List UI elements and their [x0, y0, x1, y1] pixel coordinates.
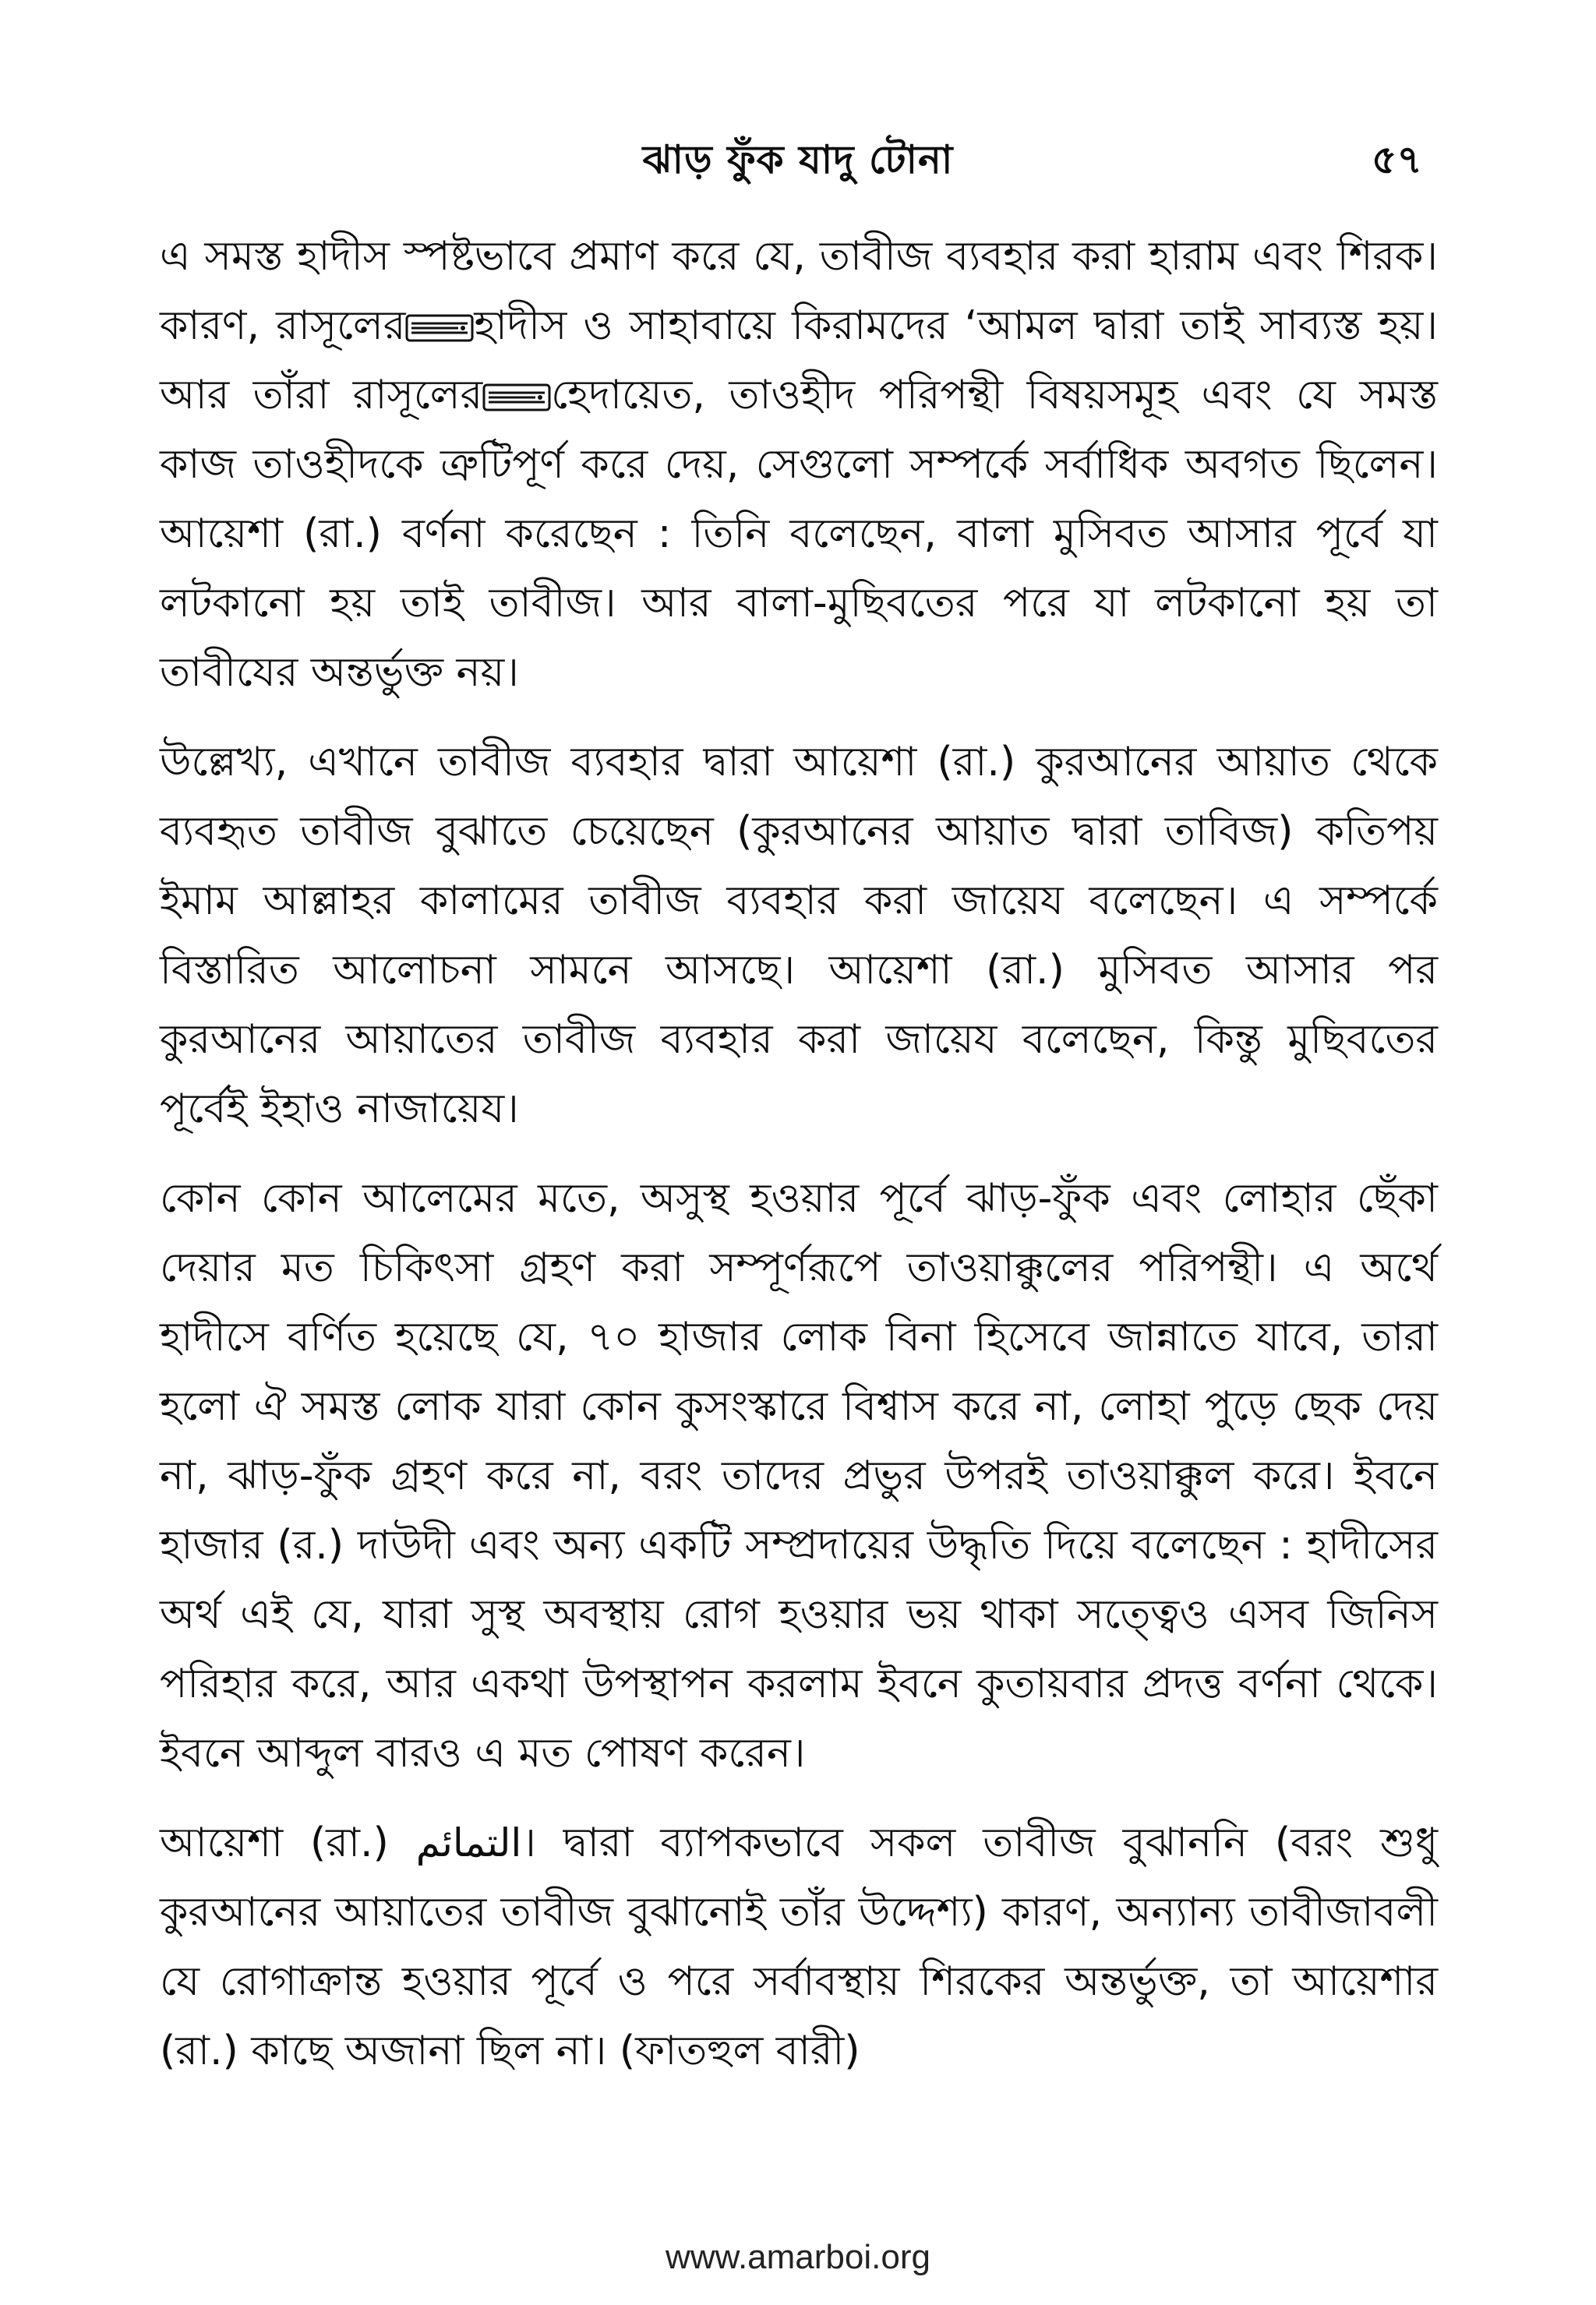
- salutation-calligraphy-icon: [405, 311, 474, 345]
- paragraph-1-part-3: হেদায়েত, তাওহীদ পরিপন্থী বিষয়সমূহ এবং যে সমস্ত কাজ তাওহীদকে ত্রুটিপূর্ণ করে দেয়, সেগুলো সম্পর্কে সর্বাধিক অবগত ছিলেন। আয়েশা (রা.) বর্ণনা করেছেন : তিনি বলেছেন, বালা মুসিবত আসার পূর্বে যা লটকানো হয় তাই তাবীজ। আর বালা-মুছিবতের পরে যা লটকানো হয় তা তাবীযের অন্তর্ভুক্ত নয়।: [160, 372, 1438, 696]
- paragraph-4-part-2: । দ্বারা ব্যাপকভাবে সকল তাবীজ বুঝাননি (বরং শুধু কুরআনের আয়াতের তাবীজ বুঝানোই তাঁর উদ্দেশ্য) কারণ, অন্যান্য তাবীজাবলী যে রোগাক্রান্ত হওয়ার পূর্বে ও পরে সর্বাবস্থায় শিরকের অন্তর্ভুক্ত, তা আয়েশার (রা.) কাছে অজানা ছিল না। (ফাতহুল বারী): [160, 1820, 1438, 2074]
- footer-website-url: www.amarboi.org: [666, 2238, 930, 2276]
- paragraph-1-part-1: এ সমস্ত হাদীস স্পষ্টভাবে প্রমাণ করে যে, তাবীজ ব্যবহার করা হারাম এবং শিরক। কারণ, রাসূলের: [160, 233, 1438, 349]
- paragraph-2: উল্লেখ্য, এখানে তাবীজ ব্যবহার দ্বারা আয়েশা (রা.) কুরআনের আয়াত থেকে ব্যবহৃত তাবীজ বুঝাতে চেয়েছেন (কুরআনের আয়াত দ্বারা তাবিজ) কতিপয় ইমাম আল্লাহর কালামের তাবীজ ব্যবহার করা জায়েয বলেছেন। এ সম্পর্কে বিস্তারিত আলোচনা সামনে আসছে। আয়েশা (রা.) মুসিবত আসার পর কুরআনের আয়াতের তাবীজ ব্যবহার করা জায়েয বলেছেন, কিন্তু মুছিবতের পূর্বেই ইহাও নাজায়েয।: [160, 739, 1438, 1132]
- salutation-calligraphy-icon: [482, 380, 551, 415]
- paragraph-1-part-2: হাদীস ও সাহাবায়ে কিরামদের ‘আমল দ্বারা তাই সাব্যস্ত হয়। আর তাঁরা রাসূলের: [160, 302, 1439, 418]
- paragraph-4-part-1: আয়েশা (রা.): [160, 1820, 389, 1866]
- body-text: [160, 222, 1438, 2086]
- paragraph-3: কোন কোন আলেমের মতে, অসুস্থ হওয়ার পূর্বে ঝাড়-ফুঁক এবং লোহার ছেঁকা দেয়ার মত চিকিৎসা গ্রহণ করা সম্পূর্ণরূপে তাওয়াক্কুলের পরিপন্থী। এ অর্থে হাদীসে বর্ণিত হয়েছে যে, ৭০ হাজার লোক বিনা হিসেবে জান্নাতে যাবে, তারা হলো ঐ সমস্ত লোক যারা কোন কুসংস্কারে বিশ্বাস করে না, লোহা পুড়ে ছেক দেয় না, ঝাড়-ফুঁক গ্রহণ করে না, বরং তাদের প্রভুর উপরই তাওয়াক্কুল করে। ইবনে হাজার (র.) দাউদী এবং অন্য একটি সম্প্রদায়ের উদ্ধৃতি দিয়ে বলেছেন : হাদীসের অর্থ এই যে, যারা সুস্থ অবস্থায় রোগ হওয়ার ভয় থাকা সত্ত্বেও এসব জিনিস পরিহার করে, আর একথা উপস্থাপন করলাম ইবনে কুতায়বার প্রদত্ত বর্ণনা থেকে। ইবনে আব্দুল বারও এ মত পোষণ করেন।: [160, 1175, 1438, 1777]
- page-number: ৫৭: [1372, 137, 1422, 182]
- running-head-title: ঝাড় ফুঁক যাদু টোনা: [642, 137, 954, 182]
- paragraph-4: [160, 1809, 1438, 2086]
- paragraph-1: [160, 222, 1438, 708]
- arabic-term-tamaim: التمائم: [415, 1820, 522, 1866]
